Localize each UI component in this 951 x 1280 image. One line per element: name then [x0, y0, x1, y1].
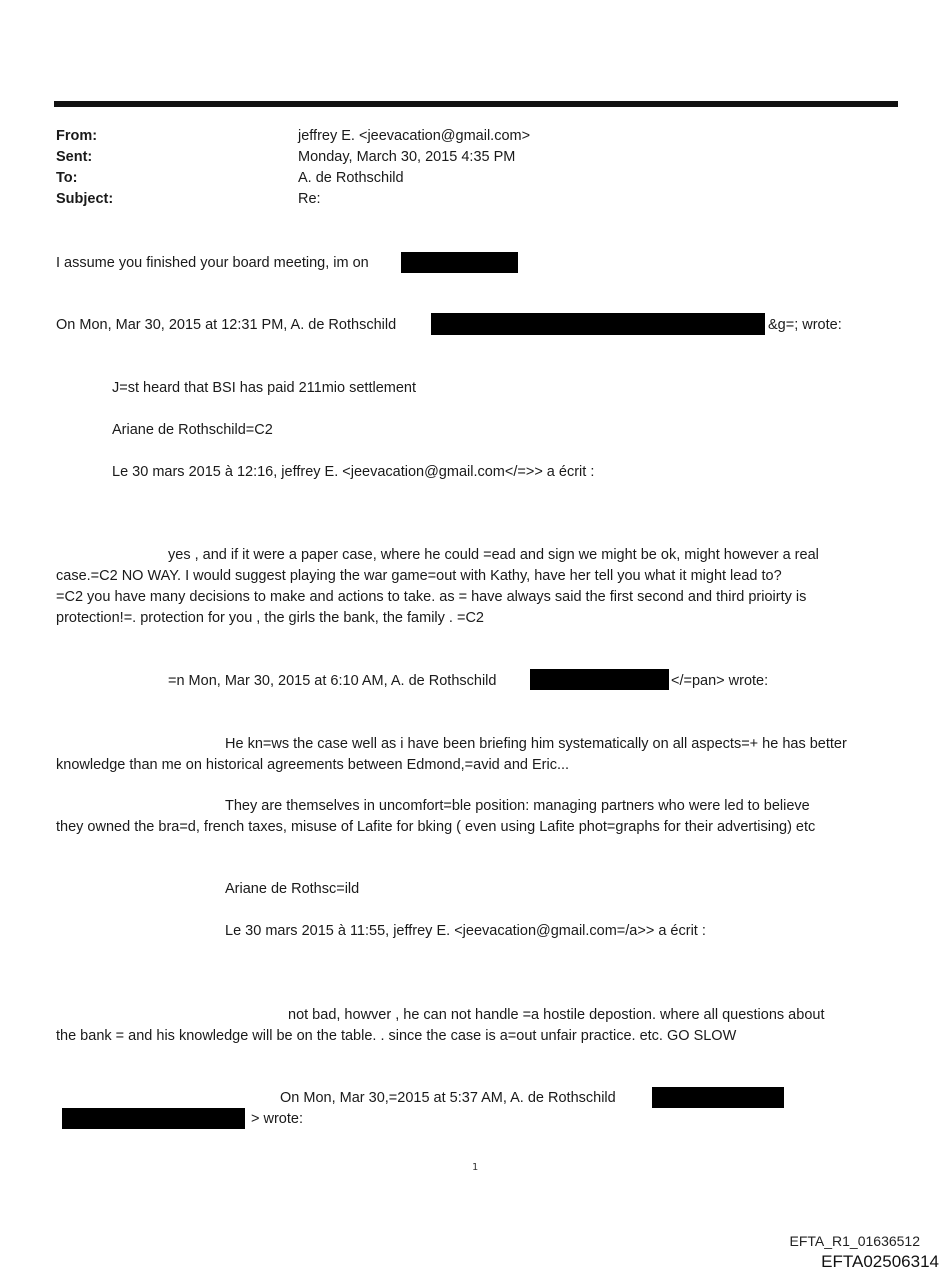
- redaction-block: [401, 252, 518, 273]
- quote2-paragraph-line: yes , and if it were a paper case, where he could =ead and sign we might be ok, might however a real: [168, 547, 819, 563]
- quote2-paragraph-line: =C2 you have many decisions to make and actions to take. as = have always said the first second and third prioirty is: [56, 589, 807, 605]
- quote3-paragraph-line: they owned the bra=d, french taxes, misuse of Lafite for bking ( even using Lafite phot=graphs for their advertising) etc: [56, 819, 816, 835]
- reply-text: I assume you finished your board meeting, im on: [56, 255, 369, 271]
- sent-label: Sent:: [56, 149, 93, 165]
- to-label: To:: [56, 170, 78, 186]
- page-number: 1: [472, 1162, 479, 1173]
- redaction-block: [530, 669, 669, 690]
- sent-value: Monday, March 30, 2015 4:35 PM: [298, 149, 516, 165]
- bates-number-primary: EFTA02506314: [821, 1252, 939, 1271]
- quote3-paragraph-line: knowledge than me on historical agreements between Edmond,=avid and Eric...: [56, 757, 570, 773]
- quote1-signature: Ariane de Rothschild=C2: [112, 422, 273, 438]
- redaction-block: [652, 1087, 784, 1108]
- quote4-paragraph-line: not bad, howver , he can not handle =a hostile depostion. where all questions about: [288, 1007, 825, 1023]
- quote1-intro: On Mon, Mar 30, 2015 at 12:31 PM, A. de Rothschild: [56, 317, 397, 333]
- to-value: A. de Rothschild: [298, 170, 404, 186]
- from-value: jeffrey E. <jeevacation@gmail.com>: [298, 128, 531, 144]
- quote5-intro-end: > wrote:: [251, 1111, 303, 1127]
- header-divider-rule: [54, 101, 898, 107]
- quote1-intro-end: &g=; wrote:: [768, 317, 842, 333]
- quote2-intro: Le 30 mars 2015 à 12:16, jeffrey E. <jeevacation@gmail.com</=>> a écrit :: [112, 464, 595, 480]
- quote3-paragraph-line: They are themselves in uncomfort=ble position: managing partners who were led to believe: [225, 798, 810, 814]
- quote3-signature: Ariane de Rothsc=ild: [225, 881, 360, 897]
- quote2-paragraph-line: protection!=. protection for you , the girls the bank, the family . =C2: [56, 610, 484, 626]
- quote4-intro: Le 30 mars 2015 à 11:55, jeffrey E. <jeevacation@gmail.com=/a>> a écrit :: [225, 923, 706, 939]
- quote3-paragraph-line: He kn=ws the case well as i have been briefing him systematically on all aspects=+ he has better: [225, 736, 847, 752]
- bates-number-secondary: EFTA_R1_01636512: [789, 1233, 920, 1249]
- quote3-intro-end: </=pan> wrote:: [671, 673, 769, 689]
- redaction-block: [431, 313, 765, 335]
- quote1-line: J=st heard that BSI has paid 211mio settlement: [112, 380, 417, 396]
- subject-value: Re:: [298, 191, 321, 207]
- quote4-paragraph-line: the bank = and his knowledge will be on the table. . since the case is a=out unfair practice. etc. GO SLOW: [56, 1028, 737, 1044]
- quote5-intro: On Mon, Mar 30,=2015 at 5:37 AM, A. de Rothschild: [280, 1090, 616, 1106]
- from-label: From:: [56, 128, 98, 144]
- quote2-paragraph-line: case.=C2 NO WAY. I would suggest playing the war game=out with Kathy, have her tell you what it might lead to?: [56, 568, 782, 584]
- quote3-intro: =n Mon, Mar 30, 2015 at 6:10 AM, A. de Rothschild: [168, 673, 497, 689]
- subject-label: Subject:: [56, 191, 114, 207]
- redaction-block: [62, 1108, 245, 1129]
